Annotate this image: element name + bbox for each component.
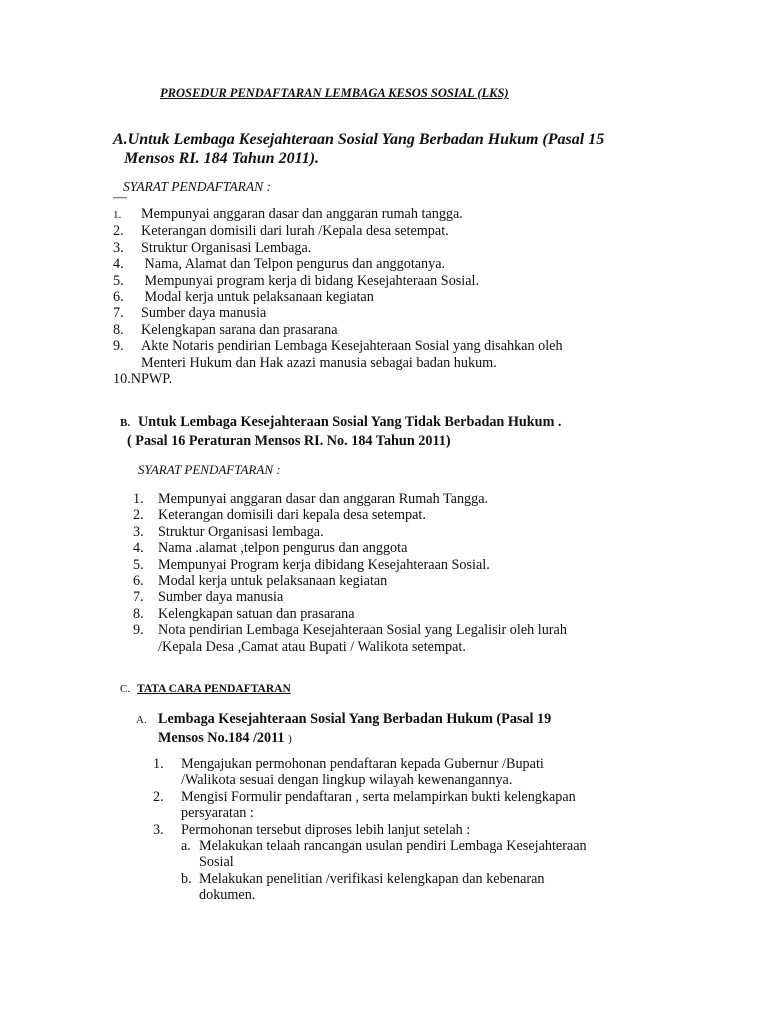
section-c-heading — [120, 683, 291, 695]
sub-list-item-continuation: Sosial — [199, 854, 234, 871]
list-item: 9. Nota pendirian Lembaga Kesejahteraan Sosial yang Legalisir oleh lurah — [133, 622, 567, 639]
list-item-continuation: /Walikota sesuai dengan lingkup wilayah kewenangannya. — [181, 772, 513, 789]
list-item-continuation: persyaratan : — [181, 805, 254, 822]
section-b-heading-line2: ( Pasal 16 Peraturan Mensos RI. No. 184 Tahun 2011) — [127, 433, 451, 449]
sub-a-heading-line1: Lembaga Kesejahteraan Sosial Yang Berbadan Hukum (Pasal 19 — [158, 711, 552, 727]
list-item: 1. Mempunyai anggaran dasar dan anggaran Rumah Tangga. — [133, 491, 489, 507]
section-b-heading — [120, 413, 561, 450]
list-item: 7. Sumber daya manusia — [133, 589, 284, 606]
section-c-heading-text: TATA CARA PENDAFTARAN — [137, 683, 291, 695]
list-item: 4. Nama .alamat ,telpon pengurus dan anggota — [133, 540, 408, 557]
list-item: 2. Keterangan domisili dari lurah /Kepala desa setempat. — [113, 223, 449, 240]
section-a-list — [113, 206, 563, 387]
list-item: 5. Mempunyai program kerja di bidang Kesejahteraan Sosial. — [113, 272, 480, 289]
sub-a-letter: A. — [136, 714, 147, 726]
section-b-letter: B. — [120, 417, 131, 429]
section-a-heading — [113, 130, 604, 168]
list-item: 3. Struktur Organisasi Lembaga. — [113, 239, 312, 256]
section-c-list — [153, 756, 587, 904]
section-a-heading-line1: A.Untuk Lembaga Kesejahteraan Sosial Yang Berbadan Hukum (Pasal 15 — [113, 131, 605, 148]
list-item: 6. Modal kerja untuk pelaksanaan kegiatan — [133, 573, 388, 590]
sub-a-paren: ) — [288, 733, 292, 745]
dash-mark: — — [113, 190, 127, 205]
section-a-syarat-label: SYARAT PENDAFTARAN : — [123, 179, 272, 194]
list-item: 1. Mengajukan permohonan pendaftaran kepada Gubernur /Bupati — [153, 756, 544, 772]
list-item-continuation: /Kepala Desa ,Camat atau Bupati / Walikota setempat. — [158, 638, 466, 655]
sub-list-item: a. Melakukan telaah rancangan usulan pendiri Lembaga Kesejahteraan — [181, 838, 587, 855]
list-item: 8. Kelengkapan sarana dan prasarana — [113, 321, 338, 338]
sub-list-item-continuation: dokumen. — [199, 887, 256, 904]
list-item: 8. Kelengkapan satuan dan prasarana — [133, 605, 355, 622]
list-item: 1. Mempunyai anggaran dasar dan anggaran rumah tangga. — [113, 206, 463, 222]
list-item-continuation: Menteri Hukum dan Hak azazi manusia sebagai badan hukum. — [141, 354, 497, 371]
list-item: 4. Nama, Alamat dan Telpon pengurus dan anggotanya. — [113, 256, 446, 273]
section-b-list — [133, 491, 567, 655]
section-c-sub-a-heading — [136, 710, 551, 748]
list-item: 3. Struktur Organisasi lembaga. — [133, 523, 324, 540]
section-c-letter: C. — [120, 683, 131, 695]
section-b-syarat-label: SYARAT PENDAFTARAN : — [138, 462, 281, 477]
list-item: 2. Keterangan domisili dari kepala desa setempat. — [133, 507, 426, 524]
document-title: PROSEDUR PENDAFTARAN LEMBAGA KESOS SOSIAL (LKS) — [160, 86, 509, 100]
list-item: 5. Mempunyai Program kerja dibidang Kesejahteraan Sosial. — [133, 556, 490, 573]
section-b-heading-line1: Untuk Lembaga Kesejahteraan Sosial Yang Tidak Berbadan Hukum . — [138, 414, 562, 430]
list-item: 9. Akte Notaris pendirian Lembaga Kesejahteraan Sosial yang disahkan oleh — [113, 338, 563, 355]
list-item: 10.NPWP. — [113, 371, 173, 388]
sub-a-heading-line2: Mensos No.184 /2011 — [158, 730, 285, 746]
list-item: 2. Mengisi Formulir pendaftaran , serta melampirkan bukti kelengkapan — [153, 788, 576, 805]
list-item: 3. Permohonan tersebut diproses lebih lanjut setelah : — [153, 821, 471, 838]
list-item: 6. Modal kerja untuk pelaksanaan kegiatan — [113, 289, 374, 306]
list-item: 7. Sumber daya manusia — [113, 305, 267, 322]
section-a-heading-line2: Mensos RI. 184 Tahun 2011). — [124, 150, 320, 167]
sub-list-item: b. Melakukan penelitian /verifikasi kelengkapan dan kebenaran — [181, 870, 545, 887]
